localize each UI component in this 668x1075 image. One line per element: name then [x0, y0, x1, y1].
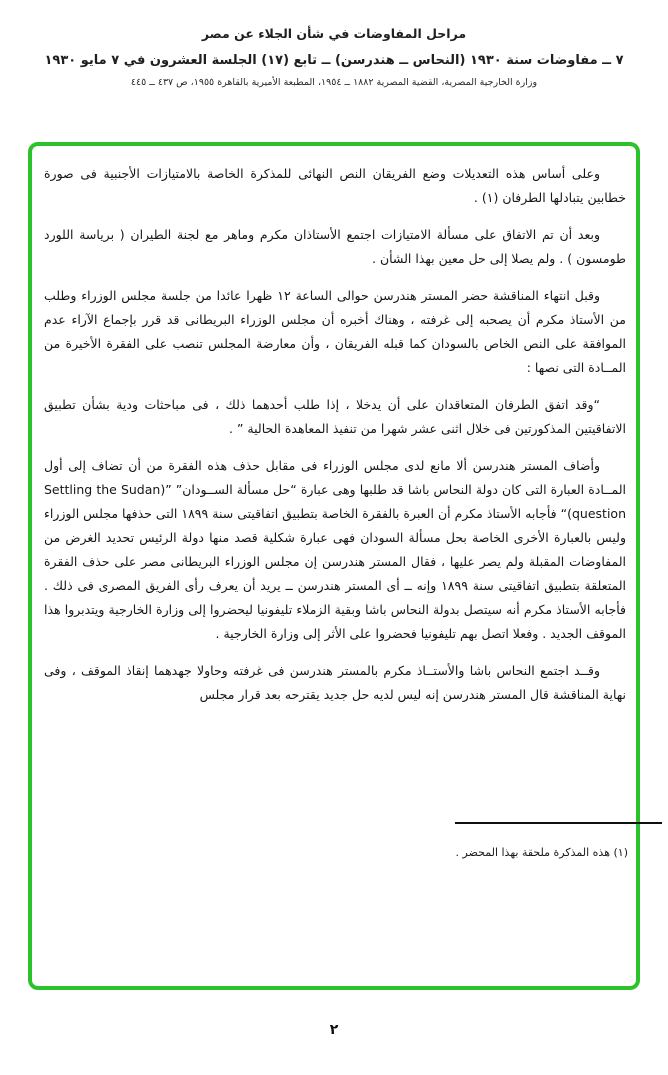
body-paragraph: وعلى أساس هذه التعديلات وضع الفريقان النص النهائى للمذكرة الخاصة بالامتيازات الأجنبية فى صورة خطابين يتبادلها الطرفان (١) . — [44, 166, 626, 205]
body-paragraph-quote: “وقد اتفق الطرفان المتعاقدان على أن يدخلا ، إذا طلب أحدهما ذلك ، فى مباحثات ودية بشأن تطبيق الاتفاقيتين المذكورتين فى خلال اثنى عشر شهرا من تنفيذ المعاهدة الحالية ” . — [44, 397, 626, 436]
document-subtitle: ٧ ــ مفاوضات سنة ١٩٣٠ (النحاس ــ هندرسن) ــ تابع (١٧) الجلسة العشرون في ٧ مايو ١٩٣٠ — [44, 53, 624, 68]
document-title: مراحل المفاوضات في شأن الجلاء عن مصر — [201, 26, 467, 41]
footnote-text: (١) هذه المذكرة ملحقة بهذا المحضر . — [455, 846, 628, 859]
body-paragraph: وقبل انتهاء المناقشة حضر المستر هندرسن حوالى الساعة ١٢ ظهرا عائدا من جلسة مجلس الوزراء وطلب من الأستاذ مكرم أن يصحبه إلى غرفته ، وهناك أخبره أن مجلس الوزراء البريطانى قد قرر بإجماع الآراء عدم الموافقة على النص الخاص بالسودان كما قبله الفريقان ، وأن معارضة المجلس تنصب على الفقرة الأخيرة من المــادة التى نصها : — [44, 288, 626, 375]
body-paragraph: وقــد اجتمع النحاس باشا والأستــاذ مكرم بالمستر هندرسن فى غرفته وحاولا جهدهما إنقاذ الموقف ، وفى نهاية المناقشة قال المستر هندرسن إنه ليس لديه حل جديد يقترحه بعد قرار مجلس — [44, 663, 626, 702]
document-body — [44, 162, 626, 817]
body-paragraph: وبعد أن تم الاتفاق على مسألة الامتيازات اجتمع الأستاذان مكرم وماهر مع لجنة الطيران ( برياسة اللورد طومسون ) . ولم يصلا إلى حل معين بهذا الشأن . — [44, 227, 626, 266]
body-paragraph: وأضاف المستر هندرسن ألا مانع لدى مجلس الوزراء فى مقابل حذف هذه الفقرة من أن تضاف إلى أول المــادة العبارة التى كان دولة النحاس باشا قد طلبها وهى عبارة “حل مسألة الســودان” ”(Settling the Sudan question)“ فأجابه الأستاذ مكرم أن العبرة بالفقرة الخاصة بتطبيق اتفاقيتى سنة ١٨٩٩ التى حذفها مجلس الوزراء وليس بالعبارة الأخرى الخاصة بحل مسألة السودان فهى عبارة شكلية قصد منها دولة الرئيس تحديد الغرض من المفاوضات المقبلة ولم يصر عليها ، فقال المستر هندرسن إن مجلس الوزراء البريطانى مصر على حذف الفقرة المتعلقة بتطبيق اتفاقيتى سنة ١٨٩٩ وإنه ــ أى المستر هندرسن ــ يريد أن يعرف رأى الفريق المصرى فى ذلك . فأجابه الأستاذ مكرم أنه سيتصل بدولة النحاس باشا وبقية الزملاء تليفونيا ليحضروا إلى وزارة الخارجية ويتدبروا هذا الموقف الجديد . وفعلا اتصل بهم تليفونيا فحضروا على الأثر إلى وزارة الخارجية . — [44, 458, 626, 641]
page-number: ٢ — [329, 1022, 339, 1038]
footnote-divider — [455, 822, 662, 824]
document-source-citation: وزارة الخارجية المصرية، القضية المصرية ١٨٨٢ ــ ١٩٥٤، المطبعة الأميرية بالقاهرة ١٩٥٥، ص ٤٣٧ ــ ٤٤٥ — [130, 77, 538, 88]
document-header — [0, 26, 668, 88]
